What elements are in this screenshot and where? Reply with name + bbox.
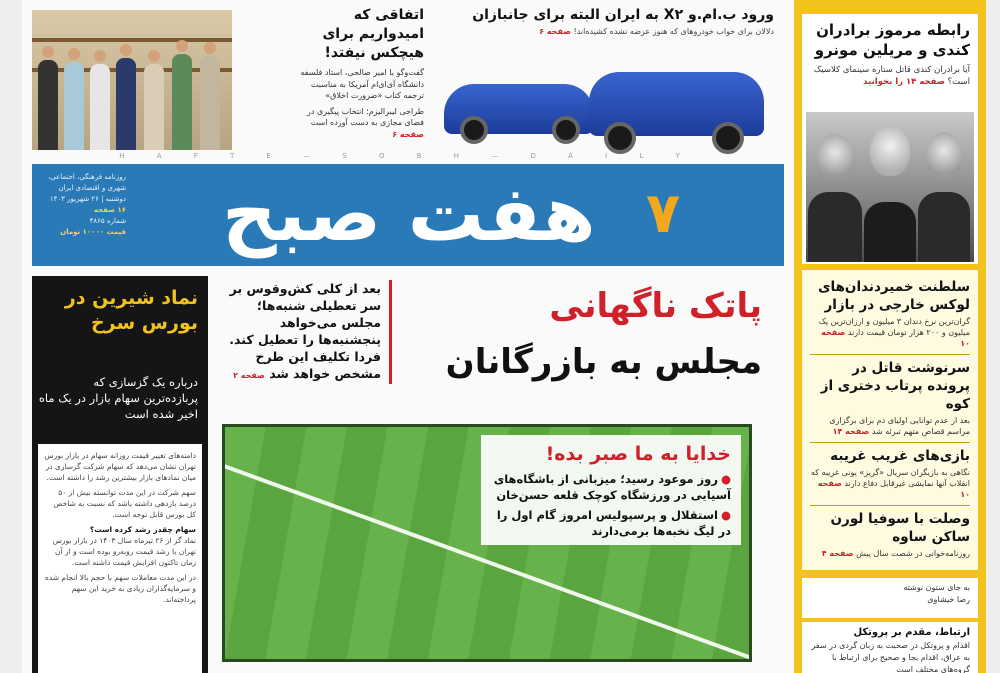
right-sidebar <box>794 0 986 673</box>
bullet-icon: ● <box>720 472 731 486</box>
car-wheel <box>552 116 580 144</box>
story-list <box>802 270 978 570</box>
figure-suit <box>808 192 862 262</box>
story-title: وصلت با سوفیا لورن ساکن ساوه <box>830 511 970 545</box>
body-subheading: سهام چقدر رشد کرده است؟ <box>89 525 196 534</box>
car-wheel <box>604 122 636 154</box>
ruler-strip: H A F T E — S O B H — D A I L Y <box>119 152 695 160</box>
stock-story-sub: درباره یک گزسازی که پربازده‌ترین سهام بازار در یک ماه اخیر شده است <box>38 375 198 421</box>
interview-teaser-item: طراحی لیبرالیزم؛ انتخاب پیگیری در فضای مجازی به دست آورده است صفحه ۶ <box>306 106 424 139</box>
sports-item: ●روز موعود رسید؛ میزبانی از باشگاه‌های آسیایی در ورزشگاه کوچک قلعه حسن‌خان <box>493 472 731 502</box>
masthead-price: قیمت ۱۰۰۰۰ تومان <box>60 228 126 236</box>
side-story-page: صفحه ۲ <box>233 371 265 380</box>
person-figure <box>172 54 192 150</box>
bottom-article-text: اقدام و پروتکل در صحبت به زبان گردی در سفر به عراق، اقدام بجا و صحیح برای ارتباط با گروه‌های مختلف است <box>811 641 970 673</box>
car-teaser[interactable] <box>444 6 774 156</box>
sports-photo[interactable] <box>222 424 752 662</box>
person-head <box>42 46 54 58</box>
bookshelf <box>32 38 232 42</box>
masthead-tagline: روزنامه فرهنگی، اجتماعی، شهری و اقتصادی ایران <box>48 173 126 192</box>
bottom-article-title: ارتباط، مقدم بر پروتکل <box>853 627 970 638</box>
divider <box>810 442 970 443</box>
feature-photo <box>806 112 974 262</box>
car-wheel <box>712 122 744 154</box>
story-text: بعد از عدم توانایی اولیای دم برای برگزاری مراسم قصاص متهم تبرئه شد صفحه ۱۴ <box>829 416 970 436</box>
group-photo <box>32 10 232 150</box>
bullet-icon: ● <box>720 508 731 522</box>
headline-black: مجلس به بازرگانان <box>445 342 762 382</box>
person-head <box>204 42 216 54</box>
person-figure <box>38 60 58 150</box>
masthead-info <box>38 172 126 238</box>
figure-face <box>870 126 910 176</box>
feature-sub: آیا برادران کندی قاتل ستاره سینمای کلاسیک است؟ صفحه ۱۴ را بخوانید <box>813 65 970 87</box>
masthead-pages: ۱۶ صفحه <box>93 206 126 214</box>
interview-teaser-item: گفت‌وگو با امیر صالحی، استاد فلسفه دانشگاه آی‌ای‌ام آمریکا به مناسبت ترجمه کتاب «ضرورت اخلاق» <box>300 68 424 100</box>
stock-story-column[interactable] <box>32 276 208 673</box>
masthead-date: دوشنبه | ۲۶ شهریور ۱۴۰۳ <box>49 195 126 203</box>
body-paragraph: نماد گز از ۲۶ تیرماه سال ۱۴۰۳ در بازار بورس تهران با رشد قیمت روبه‌رو بوده است و از آن زمان تاکنون افزایش قیمت داشته است. <box>52 536 196 567</box>
body-paragraph: سهم شرکت در این مدت توانسته بیش از ۵۰ درصد بازدهی داشته باشد که نسبت به شاخص کل بورس قابل توجه است. <box>53 488 196 519</box>
body-paragraph: در این مدت معاملات سهم با حجم بالا انجام شده و سرمایه‌گذاران زیادی به خرید این سهم پرداخته‌اند. <box>44 573 196 604</box>
story-item[interactable] <box>810 447 970 500</box>
person-figure <box>64 62 84 150</box>
sports-story <box>481 435 741 545</box>
column-note-label: به جای ستون نوشته <box>903 583 970 592</box>
story-title: سلطنت خمیردندان‌های لوکس خارجی در بازار <box>818 279 970 313</box>
person-figure <box>144 64 164 150</box>
person-figure <box>116 58 136 150</box>
person-head <box>68 48 80 60</box>
feature-story[interactable] <box>802 14 978 264</box>
story-item[interactable] <box>810 278 970 349</box>
story-item[interactable] <box>810 359 970 437</box>
feature-title: رابطه مرموز برادران کندی و مریلین مونرو <box>814 21 970 59</box>
person-head <box>120 44 132 56</box>
newspaper-logo: هفت صبح <box>222 169 596 258</box>
car-teaser-sub: دلالان برای خواب خودروهای که هنوز عرضه نشده کشیده‌اند! صفحه ۶ <box>539 27 774 36</box>
story-text: گران‌ترین نرخ دندان ۳ میلیون و ارزان‌ترین یک میلیون و ۲۰۰ هزار تومان قیمت دارند صفحه ۱۰ <box>818 317 970 348</box>
car-wheel <box>460 116 488 144</box>
headline-red: پاتک ناگهانی <box>549 286 762 326</box>
sports-item: ●استقلال و پرسپولیس امروز گام اول را در لیگ نخبه‌ها برمی‌دارند <box>496 508 731 538</box>
logo-number: ۷ <box>646 181 681 246</box>
story-text: روزنامه‌خوانی در شصت سال پیش صفحه ۴ <box>821 549 970 558</box>
main-headline[interactable] <box>222 276 782 416</box>
story-title: سرنوشت قاتل در پرونده پرتاب دختری از کوه <box>820 360 970 412</box>
car-teaser-title: ورود ب.ام.و X۲ به ایران البته برای جانبازان <box>472 7 774 23</box>
top-teasers <box>22 0 794 160</box>
paper-sheet <box>22 0 986 673</box>
stock-story-title: نماد شیرین در بورس سرخ <box>64 287 198 334</box>
figure-face <box>926 132 962 178</box>
story-item[interactable] <box>810 510 970 559</box>
person-figure <box>200 56 220 150</box>
figure-suit <box>918 192 970 262</box>
car-image <box>444 54 774 154</box>
sports-title: خدایا به ما صبر بده! <box>545 443 731 465</box>
column-note-author: رضا خیشاوی <box>927 595 970 604</box>
body-paragraph: دامنه‌های تغییر قیمت روزانه سهام در بازار بورس تهران نشان می‌دهد که سهام شرکت گزسازی در میان نمادهای بازار بیشترین رشد را داشته است. <box>44 451 196 482</box>
story-text: نگاهی به بازیگران سریال «گریز» یونی غریبه که انقلاب آنها نمایشی غیرقابل دفاع دارند صفحه ۱۰ <box>810 468 970 499</box>
column-note[interactable] <box>802 578 978 618</box>
masthead[interactable] <box>32 164 784 266</box>
figure-face <box>816 134 854 180</box>
headline-side-story: بعد از کلی کش‌وقوس بر سر تعطیلی شنبه‌ها؛ مجلس می‌خواهد پنجشنبه‌ها را تعطیل کند. فردا تکلیف این طرح مشخص خواهد شد صفحه ۲ <box>227 280 392 384</box>
bottom-article[interactable] <box>802 622 978 673</box>
story-title: بازی‌های غریب غریبه <box>830 448 970 464</box>
interview-teaser[interactable] <box>289 6 424 156</box>
person-head <box>94 50 106 62</box>
figure-suit <box>864 202 916 262</box>
person-figure <box>90 64 110 150</box>
interview-teaser-title: اتفاقی که امیدواریم برای هیچکس نیفتد! <box>322 7 424 61</box>
divider <box>810 354 970 355</box>
stock-story-body <box>38 444 202 673</box>
divider <box>810 505 970 506</box>
person-head <box>148 50 160 62</box>
masthead-issue: شماره ۴۸۶۵ <box>89 217 126 225</box>
person-head <box>176 40 188 52</box>
